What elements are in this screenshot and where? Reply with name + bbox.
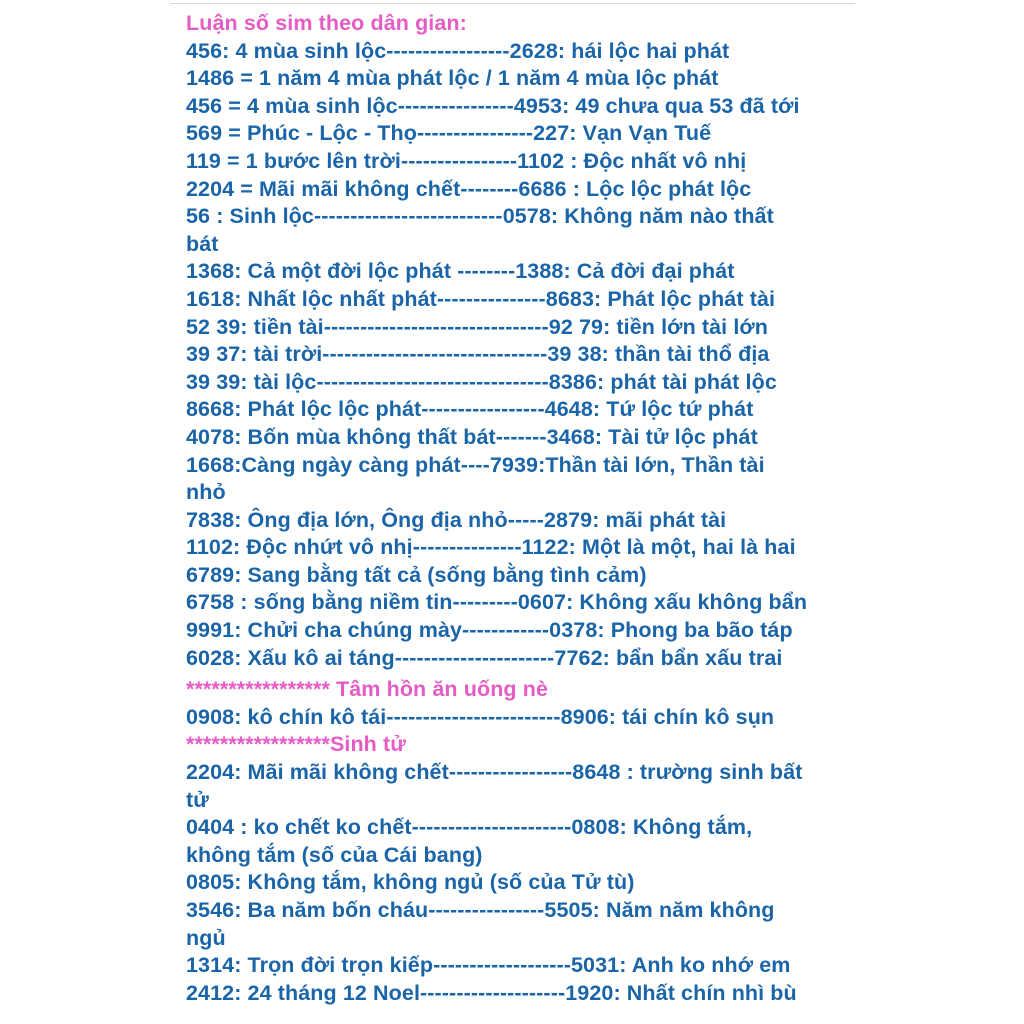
text-line: 52 39: tiền tài-------------------------------92 79: tiền lớn tài lớn bbox=[186, 314, 769, 339]
text-line: 9991: Chửi cha chúng mày------------0378: Phong ba bão táp bbox=[186, 618, 793, 643]
text-line: 0908: kô chín kô tái------------------------8906: tái chín kô sụn bbox=[186, 704, 775, 729]
text-line: bát bbox=[186, 231, 219, 256]
text-line: 56 : Sinh lộc--------------------------0578: Không năm nào thất bbox=[186, 204, 774, 229]
text-line: 2204: Mãi mãi không chết-----------------8648 : trường sinh bất bbox=[186, 760, 803, 785]
text-line: 1102: Độc nhứt vô nhị---------------1122: Một là một, hai là hai bbox=[186, 535, 796, 560]
text-line: 569 = Phúc - Lộc - Thọ----------------227: Vạn Vạn Tuế bbox=[186, 121, 712, 146]
section-heading-life-death: *****************Sinh tử bbox=[186, 732, 406, 757]
text-line: 7838: Ông địa lớn, Ông địa nhỏ-----2879: mãi phát tài bbox=[186, 507, 727, 532]
text-line: tử bbox=[186, 787, 209, 812]
text-line: ngủ bbox=[186, 925, 226, 950]
top-divider bbox=[170, 3, 855, 4]
section-heading-food: ***************** Tâm hồn ăn uống nè bbox=[186, 677, 549, 702]
text-line: 119 = 1 bước lên trời----------------1102 : Độc nhất vô nhị bbox=[186, 148, 747, 173]
text-line: 4078: Bốn mùa không thất bát-------3468: Tài tử lộc phát bbox=[186, 424, 758, 449]
text-line: 1368: Cả một đời lộc phát --------1388: Cả đời đại phát bbox=[186, 259, 735, 284]
text-line: 2412: 24 tháng 12 Noel--------------------1920: Nhất chín nhì bù bbox=[186, 980, 797, 1005]
text-line: 3546: Ba năm bốn cháu----------------5505: Năm năm không bbox=[186, 898, 775, 922]
text-line: 6028: Xấu kô ai táng----------------------7762: bẩn bẩn xấu trai bbox=[186, 645, 783, 670]
text-line: 1618: Nhất lộc nhất phát---------------8683: Phát lộc phát tài bbox=[186, 286, 776, 311]
text-line: không tắm (số của Cái bang) bbox=[186, 842, 483, 867]
text-line: 1314: Trọn đời trọn kiếp-------------------5031: Anh ko nhớ em bbox=[186, 953, 791, 978]
text-line: 2204 = Mãi mãi không chết--------6686 : Lộc lộc phát lộc bbox=[186, 176, 752, 201]
text-line: 1486 = 1 năm 4 mùa phát lộc / 1 năm 4 mùa lộc phát bbox=[186, 66, 719, 91]
text-line: 1668:Càng ngày càng phát----7939:Thần tài lớn, Thần tài bbox=[186, 452, 765, 477]
text-line: 8668: Phát lộc lộc phát-----------------4648: Tứ lộc tứ phát bbox=[186, 397, 754, 422]
text-line: 456: 4 mùa sinh lộc-----------------2628: hái lộc hai phát bbox=[186, 38, 730, 63]
document-body bbox=[186, 10, 866, 1007]
document-title: Luận số sim theo dân gian: bbox=[186, 11, 467, 35]
text-line: 0404 : ko chết ko chết----------------------0808: Không tắm, bbox=[186, 815, 753, 840]
text-line: 6789: Sang bằng tất cả (sống bằng tình cảm) bbox=[186, 562, 647, 587]
text-line: 0805: Không tắm, không ngủ (số của Tử tù) bbox=[186, 870, 635, 895]
text-line: nhỏ bbox=[186, 480, 226, 505]
text-line: 6758 : sống bằng niềm tin---------0607: Không xấu không bẩn bbox=[186, 590, 808, 615]
text-line: 456 = 4 mùa sinh lộc----------------4953: 49 chưa qua 53 đã tới bbox=[186, 93, 800, 118]
text-line: 39 37: tài trời-------------------------------39 38: thần tài thổ địa bbox=[186, 342, 770, 367]
text-line: 39 39: tài lộc--------------------------------8386: phát tài phát lộc bbox=[186, 369, 777, 394]
